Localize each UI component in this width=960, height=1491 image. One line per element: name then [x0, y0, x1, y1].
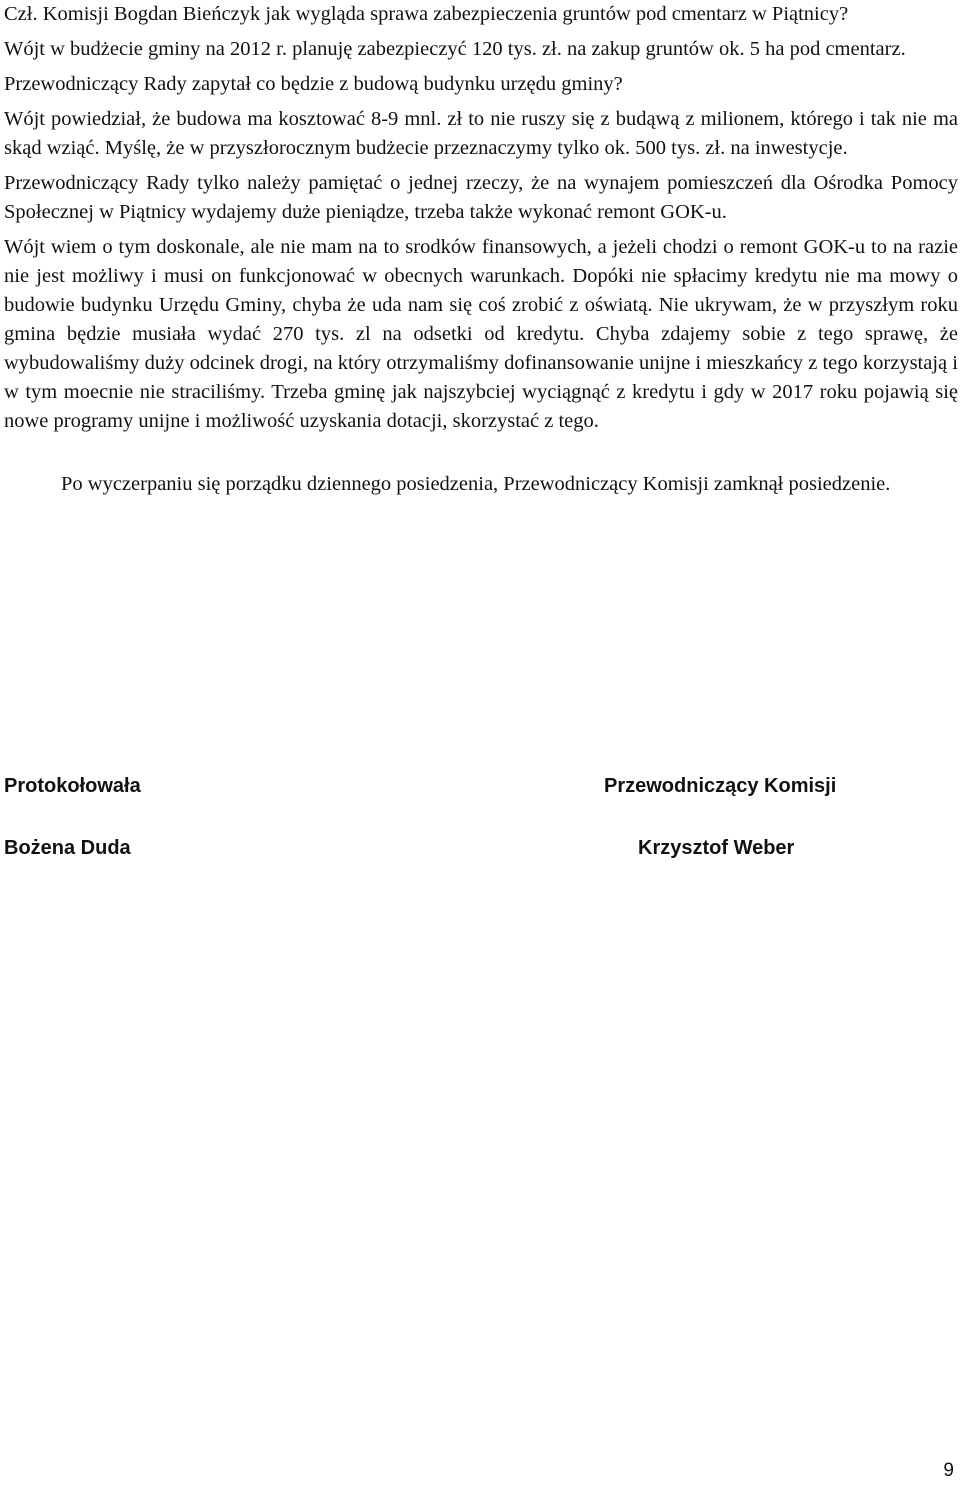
closing-paragraph: Po wyczerpaniu się porządku dziennego posiedzenia, Przewodniczący Komisji zamknął posiedzenie. — [61, 473, 891, 495]
signature-left-name: Bożena Duda — [4, 837, 131, 859]
signature-right-role: Przewodniczący Komisji — [604, 775, 837, 797]
signature-left-role: Protokołowała — [4, 775, 141, 797]
paragraph-office-building-question: Przewodniczący Rady zapytał co będzie z budową budynku urzędu gminy? — [4, 73, 623, 95]
paragraph-question-cemetery: Czł. Komisji Bogdan Bieńczyk jak wygląda sprawa zabezpieczenia gruntów pod cmentarz w Piątnicy? — [4, 3, 849, 25]
paragraph-building-cost: Wójt powiedział, że budowa ma kosztować 8-9 mnl. zł to nie ruszy się z budąwą z milionem, którego i tak nie ma skąd wziąć. Myślę, że w przyszłorocznym budżecie przeznaczymy tylko ok. 500 tys. zł. na inwestycje. — [4, 108, 958, 159]
paragraph-social-center-rent: Przewodniczący Rady tylko należy pamiętać o jednej rzeczy, że na wynajem pomieszczeń dla Ośrodka Pomocy Społecznej w Piątnicy wydajemy duże pieniądze, trzeba także wykonać remont GOK-u. — [4, 172, 958, 223]
paragraph-cemetery-budget: Wójt w budżecie gminy na 2012 r. planuję zabezpieczyć 120 tys. zł. na zakup gruntów ok. 5 ha pod cmentarz. — [4, 38, 906, 60]
document-page — [4, 0, 958, 499]
page-number: 9 — [943, 1460, 954, 1481]
paragraph-loan-discussion: Wójt wiem o tym doskonale, ale nie mam na to srodków finansowych, a jeżeli chodzi o remont GOK-u to na razie nie jest możliwy i musi on funkcjonować w obecnych warunkach. Dopóki nie spłacimy kredytu nie ma mowy o budowie budynku Urzędu Gminy, chyba że uda nam się coś zrobić z oświatą. Nie ukrywam, że w przyszłym roku gmina będzie musiała wydać 270 tys. zl na odsetki od kredytu. Chyba zdajemy sobie z tego sprawę, że wybudowaliśmy duży odcinek drogi, na który otrzymaliśmy dofinansowanie unijne i mieszkańcy z tego korzystają i w tym moecnie nie straciliśmy. Trzeba gminę jak najszybciej wyciągnąć z kredytu i gdy w 2017 roku pojawią się nowe programy unijne i możliwość uzyskania dotacji, skorzystać z tego. — [4, 236, 958, 432]
signature-right-name: Krzysztof Weber — [638, 837, 795, 859]
